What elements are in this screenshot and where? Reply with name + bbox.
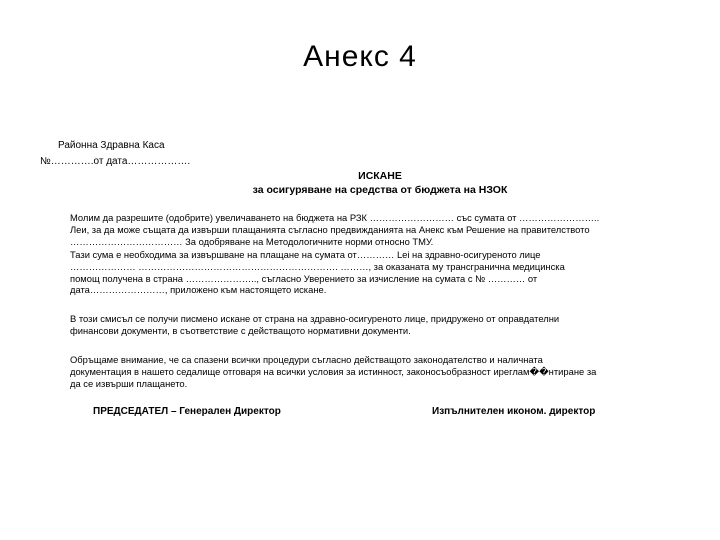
paragraph-payment-purpose <box>70 249 680 296</box>
paragraph-line: ………………… ………………………………………………………. ………, за оказаната му трансгранична медицинска <box>70 260 565 272</box>
paragraph-line: да се извърши плащането. <box>70 377 188 389</box>
paragraph-written-request <box>70 313 680 337</box>
paragraph-budget-request <box>70 212 680 247</box>
health-fund-name: Районна Здравна Каса <box>58 140 165 151</box>
heading-subject: за осигуряване на средства от бюджета на НЗОК <box>252 184 508 196</box>
paragraph-line: Тази сума е необходима за извършване на плащане на сумата от………… Lei на здравно-осигуреното лице <box>70 249 541 260</box>
paragraph-compliance <box>70 354 680 389</box>
paragraph-line: помощ получена в страна ………………….., съгласно Уверението за изчисление на сумата с № ………… от <box>70 272 538 284</box>
document-number-date: №………….от дата………………. <box>40 156 191 167</box>
signature-economic-director: Изпълнителен иконом. директор <box>432 406 596 417</box>
paragraph-line: Обръщаме внимание, че са спазени всички процедури съгласно действащото законодателство и наличната <box>70 354 543 365</box>
slide-title: Анекс 4 <box>303 40 417 73</box>
paragraph-line: дата……………………, приложено към настоящето искане. <box>70 284 327 296</box>
document-heading <box>180 169 580 197</box>
paragraph-line: документация в нашето седалище отговаря на всички условия за истинност, законосъобразност иреглам��нтиране за <box>70 365 597 377</box>
signature-chairman: ПРЕДСЕДАТЕЛ – Генерален Директор <box>93 406 281 417</box>
paragraph-line: ……………………………… За одобряване на Методологичните норми относно ТМУ. <box>70 235 434 247</box>
paragraph-line: финансови документи, в съответствие с действащото нормативни документи. <box>70 324 411 336</box>
paragraph-line: Леи, за да може същата да извърши плащанията съгласно предвижданията на Анекс към Решение на правителството <box>70 223 590 235</box>
heading-request: ИСКАНЕ <box>358 170 402 182</box>
paragraph-line: В този смисъл се получи писмено искане от страна на здравно-осигуреното лице, придружено от оправдателни <box>70 313 560 324</box>
paragraph-line: Молим да разрешите (одобрите) увеличаването на бюджета на РЗК ……………………… със сумата от …………………….. <box>70 212 600 223</box>
